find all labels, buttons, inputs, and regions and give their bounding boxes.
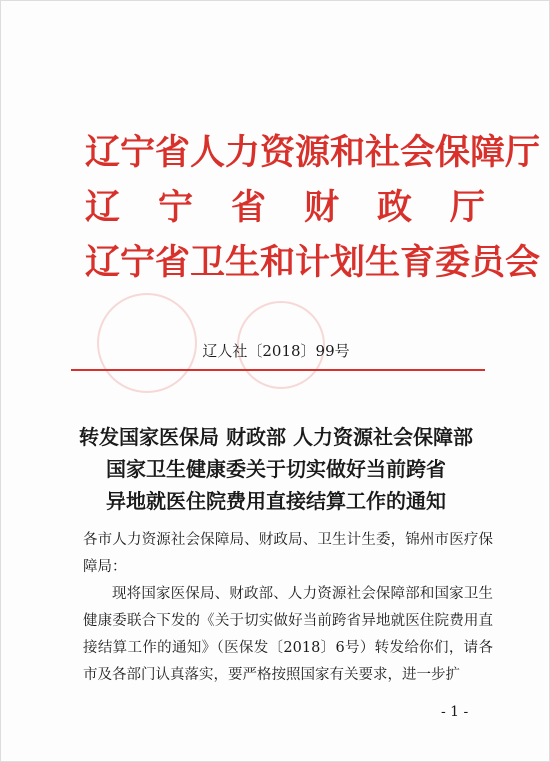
header-line-2-char: 辽: [85, 187, 121, 228]
document-number: 辽人社〔2018〕99号: [202, 342, 350, 360]
header-line-1: 辽宁省人力资源和社会保障厅: [85, 132, 541, 173]
title-line-1: 转发国家医保局 财政部 人力资源社会保障部: [79, 425, 473, 449]
title-line-2: 国家卫生健康委关于切实做好当前跨省: [106, 457, 446, 481]
header-line-2-char: 厅: [449, 187, 485, 228]
body-paragraph: 现将国家医保局、财政部、人力资源社会保障部和国家卫生健康委联合下发的《关于切实做好当前跨省异地就医住院费用直接结算工作的通知》（医保发〔2018〕6号）转发给你们，请各市及各部门认真落实，要严格按照国家有关要求，进一步扩: [83, 586, 493, 683]
header-line-2-char: 宁: [157, 187, 193, 228]
header-line-2-char: 省: [230, 187, 266, 228]
header-line-2: [85, 180, 485, 235]
document-title: [61, 421, 491, 517]
header-line-2-char: 政: [376, 187, 412, 228]
page-number: - 1 -: [441, 704, 469, 720]
document-body: [83, 527, 493, 689]
issuing-authorities-header: [85, 125, 541, 290]
title-line-3: 异地就医住院费用直接结算工作的通知: [106, 489, 446, 513]
header-line-3: 辽宁省卫生和计划生育委员会: [85, 242, 541, 283]
red-divider-line: [71, 369, 485, 371]
header-line-2-char: 财: [303, 187, 339, 228]
salutation: 各市人力资源社会保障局、财政局、卫生计生委，锦州市医疗保障局：: [83, 532, 493, 575]
